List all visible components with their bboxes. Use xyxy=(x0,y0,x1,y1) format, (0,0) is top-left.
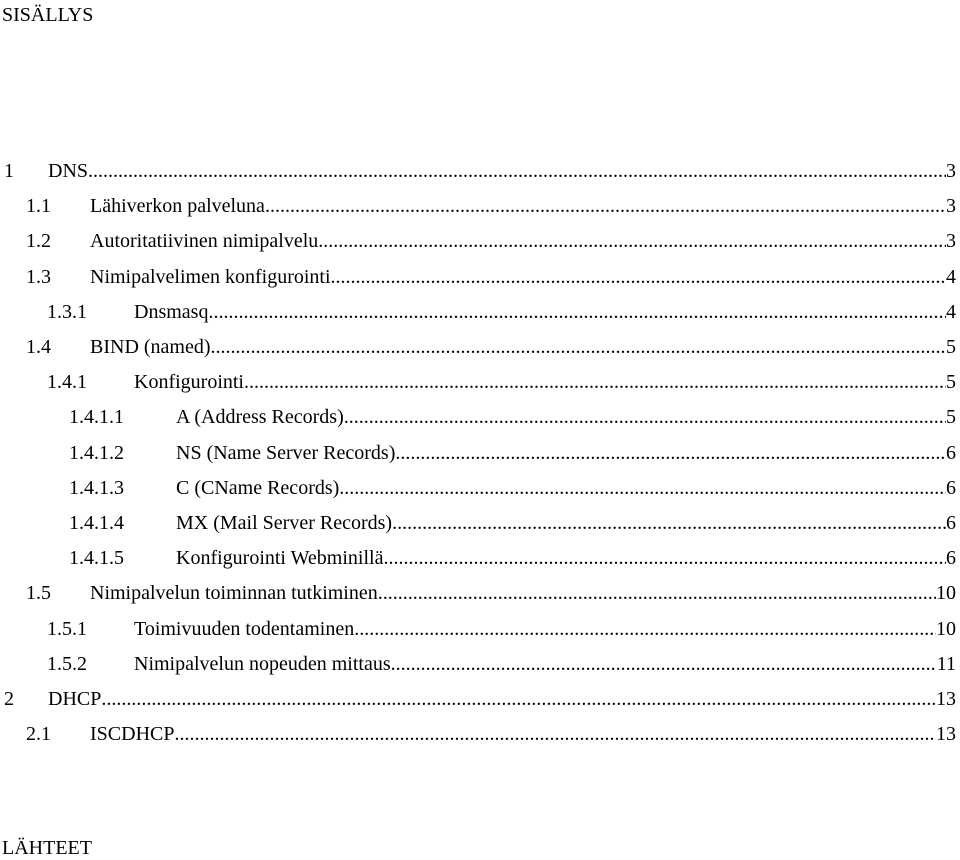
toc-entry-title: Nimipalvelimen konfigurointi xyxy=(90,265,331,288)
toc-entry[interactable] xyxy=(0,264,960,290)
toc-entry-page: 5 xyxy=(946,406,956,429)
toc-entry[interactable] xyxy=(0,334,960,360)
toc-entry[interactable] xyxy=(0,686,960,712)
toc-entry[interactable] xyxy=(0,580,960,606)
toc-entry-page: 5 xyxy=(946,371,956,394)
toc-entry[interactable] xyxy=(0,158,960,184)
toc-entry-page: 10 xyxy=(936,582,956,605)
dot-leader xyxy=(395,440,946,466)
dot-leader xyxy=(244,369,946,395)
toc-entry-number: 1.4.1 xyxy=(47,371,87,394)
toc-entry-page: 11 xyxy=(936,652,956,675)
toc-entry-number: 1.4.1.2 xyxy=(69,441,124,464)
toc-entry[interactable] xyxy=(0,545,960,571)
toc-entry-number: 1.1 xyxy=(26,195,51,218)
toc-entry-number: 1.5.1 xyxy=(47,617,87,640)
toc-entry[interactable] xyxy=(0,721,960,747)
dot-leader xyxy=(344,404,946,430)
toc-entry-title: Konfigurointi Webminillä xyxy=(176,547,384,570)
dot-leader xyxy=(354,616,936,642)
dot-leader xyxy=(208,299,946,325)
toc-entry-page: 6 xyxy=(946,441,956,464)
toc-entry-title: Konfigurointi xyxy=(134,371,244,394)
dot-leader xyxy=(265,193,946,219)
toc-entry-page: 6 xyxy=(946,476,956,499)
toc-entry-number: 1.4.1.4 xyxy=(69,512,124,534)
toc-entry-page: 3 xyxy=(946,160,956,182)
toc-entry-title: Nimipalvelun nopeuden mittaus xyxy=(134,652,391,675)
toc-entry-number: 1.4.1.3 xyxy=(69,476,124,499)
references-heading: LÄHTEET xyxy=(2,837,92,859)
toc-entry-title: MX (Mail Server Records) xyxy=(176,512,393,534)
toc-entry-page: 13 xyxy=(936,688,956,710)
toc-entry-number: 1.4.1.5 xyxy=(69,547,124,570)
toc-entry-page: 3 xyxy=(946,230,956,253)
toc-entry-title: Toimivuuden todentaminen xyxy=(134,617,355,640)
toc-entry[interactable] xyxy=(0,440,960,466)
toc-entry-number: 1.4 xyxy=(26,336,51,358)
toc-entry-page: 3 xyxy=(946,195,956,218)
dot-leader xyxy=(378,580,936,606)
toc-entry-number: 1.2 xyxy=(26,230,51,253)
toc-entry-page: 13 xyxy=(936,723,956,746)
toc-entry[interactable] xyxy=(0,651,960,677)
dot-leader xyxy=(318,228,946,254)
toc-entry-page: 6 xyxy=(946,512,956,534)
toc-entry-title: Autoritatiivinen nimipalvelu xyxy=(90,230,319,253)
toc-entry-title: Nimipalvelun toiminnan tutkiminen xyxy=(90,582,378,605)
dot-leader xyxy=(339,475,946,501)
toc-heading: SISÄLLYS xyxy=(2,4,94,26)
dot-leader xyxy=(331,264,946,290)
toc-entry[interactable] xyxy=(0,616,960,642)
toc-entry-number: 1.5 xyxy=(26,582,51,605)
toc-entry-number: 2 xyxy=(4,688,14,710)
dot-leader xyxy=(392,510,946,536)
toc-entry-title: BIND (named) xyxy=(90,336,211,358)
toc-entry[interactable] xyxy=(0,510,960,536)
toc-entry-title: Lähiverkon palveluna xyxy=(90,195,265,218)
toc-entry-page: 5 xyxy=(946,336,956,358)
toc-entry-title: DHCP xyxy=(48,688,102,710)
dot-leader xyxy=(383,545,946,571)
toc-entry[interactable] xyxy=(0,369,960,395)
dot-leader xyxy=(101,686,936,712)
toc-entry-title: Dnsmasq xyxy=(134,300,209,323)
toc-entry-number: 1.3.1 xyxy=(47,300,87,323)
toc-entry-number: 1.5.2 xyxy=(47,652,87,675)
toc-entry-page: 10 xyxy=(936,617,956,640)
dot-leader xyxy=(211,334,946,360)
toc-entry-page: 6 xyxy=(946,547,956,570)
toc-entry-page: 4 xyxy=(946,300,956,323)
dot-leader xyxy=(174,721,936,747)
dot-leader xyxy=(88,158,946,184)
toc-entry[interactable] xyxy=(0,299,960,325)
dot-leader xyxy=(391,651,937,677)
toc-entry-title: DNS xyxy=(48,160,89,182)
toc-entry-title: A (Address Records) xyxy=(176,406,344,429)
toc-entry-page: 4 xyxy=(946,265,956,288)
toc-entry-number: 2.1 xyxy=(26,723,51,746)
toc-entry-number: 1.3 xyxy=(26,265,51,288)
toc-entry-title: ISCDHCP xyxy=(90,723,175,746)
toc-entry[interactable] xyxy=(0,228,960,254)
toc-entry[interactable] xyxy=(0,404,960,430)
toc-entry-title: C (CName Records) xyxy=(176,476,340,499)
toc-entry[interactable] xyxy=(0,475,960,501)
toc-entry-number: 1 xyxy=(4,160,14,182)
toc-entry[interactable] xyxy=(0,193,960,219)
toc-entry-number: 1.4.1.1 xyxy=(69,406,124,429)
toc-entry-title: NS (Name Server Records) xyxy=(176,441,396,464)
